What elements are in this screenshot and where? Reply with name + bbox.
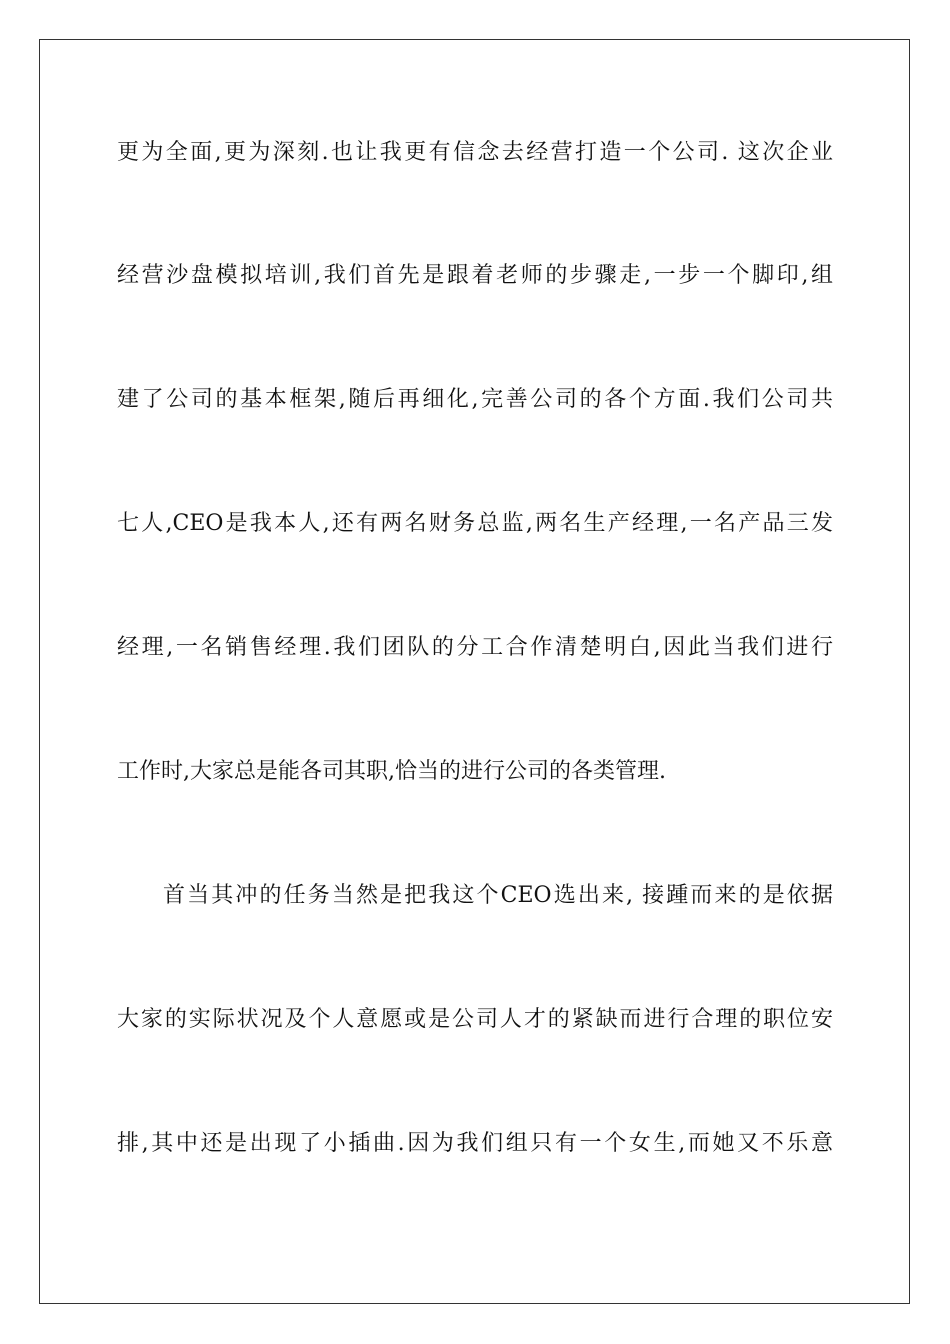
- paragraph-1-line-3: 建了公司的基本框架,随后再细化,完善公司的各个方面.我们公司共: [117, 387, 833, 412]
- paragraph-2-line-1: 首当其冲的任务当然是把我这个CEO选出来, 接踵而来的是依据: [163, 883, 833, 908]
- paragraph-1-line-1: 更为全面,更为深刻.也让我更有信念去经营打造一个公司. 这次企业: [117, 140, 833, 165]
- paragraph-1-line-5: 经理,一名销售经理.我们团队的分工合作清楚明白,因此当我们进行: [117, 635, 833, 660]
- paragraph-2-line-2: 大家的实际状况及个人意愿或是公司人才的紧缺而进行合理的职位安: [117, 1007, 833, 1032]
- paragraph-1-line-2: 经营沙盘模拟培训,我们首先是跟着老师的步骤走,一步一个脚印,组: [117, 263, 833, 288]
- paragraph-1-line-4: 七人,CEO是我本人,还有两名财务总监,两名生产经理,一名产品三发: [117, 511, 833, 536]
- paragraph-2-line-3: 排,其中还是出现了小插曲.因为我们组只有一个女生,而她又不乐意: [117, 1131, 833, 1156]
- page-border: [39, 39, 910, 1304]
- paragraph-1-line-6: 工作时,大家总是能各司其职,恰当的进行公司的各类管理.: [117, 759, 666, 784]
